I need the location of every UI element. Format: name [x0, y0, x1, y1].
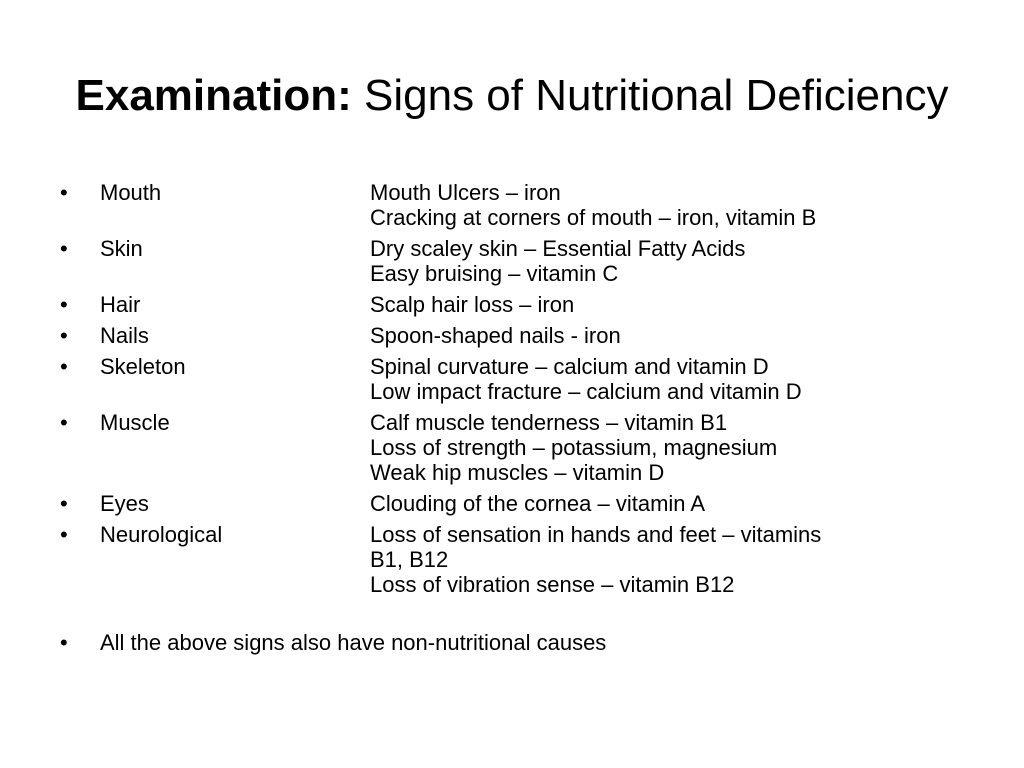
footer-note-item	[0, 630, 1024, 655]
bullet-icon: •	[60, 491, 68, 516]
bullet-icon: •	[60, 180, 68, 205]
bullet-icon: •	[60, 354, 68, 379]
bullet-icon: •	[60, 410, 68, 435]
detail-line: Mouth Ulcers – iron	[370, 180, 561, 205]
list-item	[0, 323, 1024, 348]
item-details	[370, 236, 930, 286]
item-label: Skeleton	[100, 354, 186, 379]
bullet-icon: •	[60, 522, 68, 547]
list-item	[0, 236, 1024, 286]
item-label: Hair	[100, 292, 141, 317]
detail-line: Dry scaley skin – Essential Fatty Acids	[370, 236, 746, 261]
detail-line: B1, B12	[370, 547, 449, 572]
list-item	[0, 354, 1024, 404]
item-label: Eyes	[100, 491, 149, 516]
detail-line: Loss of strength – potassium, magnesium	[370, 435, 778, 460]
list-item	[0, 180, 1024, 230]
item-details	[370, 522, 930, 597]
item-details	[370, 410, 930, 485]
list-item	[0, 410, 1024, 485]
slide-title	[0, 68, 1024, 124]
item-details	[370, 354, 930, 404]
footer-note: All the above signs also have non-nutritional causes	[100, 630, 607, 655]
bullet-icon: •	[60, 630, 68, 655]
bullet-icon: •	[60, 292, 68, 317]
detail-line: Scalp hair loss – iron	[370, 292, 575, 317]
detail-line: Loss of vibration sense – vitamin B12	[370, 572, 735, 597]
detail-line: Easy bruising – vitamin C	[370, 261, 619, 286]
item-details	[370, 491, 930, 516]
list-item	[0, 522, 1024, 597]
item-details	[370, 292, 930, 317]
bullet-icon: •	[60, 236, 68, 261]
item-label: Skin	[100, 236, 143, 261]
list-item	[0, 292, 1024, 317]
detail-line: Loss of sensation in hands and feet – vitamins	[370, 522, 822, 547]
item-details	[370, 323, 930, 348]
item-details	[370, 180, 930, 230]
item-label: Mouth	[100, 180, 162, 205]
bullet-icon: •	[60, 323, 68, 348]
slide-title-rest: Signs of Nutritional Deficiency	[351, 71, 949, 120]
slide-title-bold: Examination:	[75, 71, 352, 120]
detail-line: Weak hip muscles – vitamin D	[370, 460, 665, 485]
deficiency-list	[0, 180, 1024, 603]
item-label: Neurological	[100, 522, 223, 547]
detail-line: Spoon-shaped nails - iron	[370, 323, 621, 348]
item-label: Nails	[100, 323, 149, 348]
detail-line: Calf muscle tenderness – vitamin B1	[370, 410, 728, 435]
detail-line: Clouding of the cornea – vitamin A	[370, 491, 706, 516]
item-label: Muscle	[100, 410, 170, 435]
list-item	[0, 491, 1024, 516]
detail-line: Spinal curvature – calcium and vitamin D	[370, 354, 769, 379]
detail-line: Low impact fracture – calcium and vitamin D	[370, 379, 802, 404]
detail-line: Cracking at corners of mouth – iron, vitamin B	[370, 205, 817, 230]
